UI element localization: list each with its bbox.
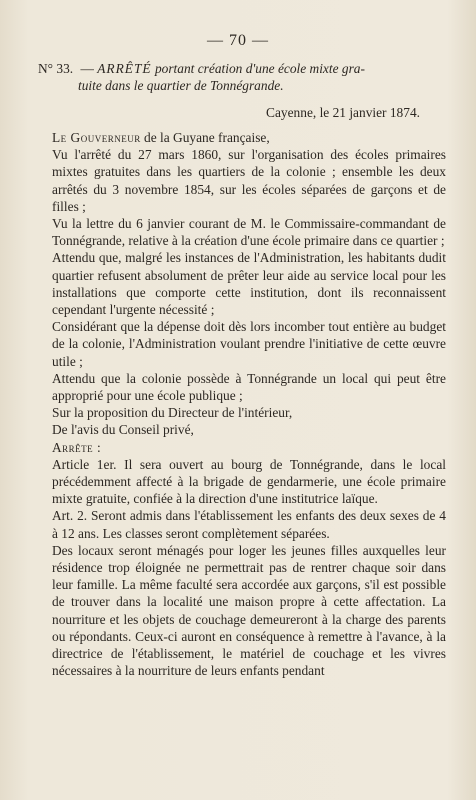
considerant-3: Attendu que, malgré les instances de l'Administration, les habitants dudit quartier refusent absolument de prêter leur aide au service local pour les installations que comporte cette institution, dont ils reconnaissent cependant l'urgente nécessité ; [52,250,446,318]
heading-dash: — [80,61,94,76]
article-2-continued: Des locaux seront ménagés pour loger les jeunes filles auxquelles leur résidence trop éloignée ne permettrait pas de rentrer chaque soir dans leur famille. La même faculté sera accordée aux garçons, s'il est possible de trouver dans la localité une maison propre à cette affectation. La nourriture et les objets de couchage demeureront à la charge des parents ou répondants. Ceux-ci auront en conséquence à remettre à l'avance, à la directrice de l'établissement, le matériel de couchage et les vivres nécessaires à la nourriture de leurs enfants pendant [52,542,446,679]
decree-body [52,129,446,680]
considerant-2: Vu la lettre du 6 janvier courant de M. le Commissaire-commandant de Tonnégrande, relative à la création d'une école primaire dans ce quartier ; [52,216,446,249]
considerant-6: Sur la proposition du Directeur de l'intérieur, [52,405,293,421]
opening-rest: de la Guyane française, [140,130,270,145]
arrete-label: Arrête : [52,439,102,455]
article-1: Article 1er. Il sera ouvert au bourg de Tonnégrande, dans le local précédemment affecté à la brigade de gendarmerie, une école primaire mixte gratuite, confiée à la direction d'une institutrice laïque. [52,456,446,507]
decree-number: N° 33. [38,61,74,76]
opening-line [52,129,446,146]
considerant-1: Vu l'arrêté du 27 mars 1860, sur l'organisation des écoles primaires mixtes gratuites dans les quartiers de la colonie ; ensemble les deux arrêtés du 3 novembre 1854, sur les écoles séparées de garçons et de filles ; [52,147,446,214]
considerant-4: Considérant que la dépense doit dès lors incomber tout entière au budget de la colonie, l'Administration voulant prendre l'initiative de cette œuvre utile ; [52,319,446,369]
decree-type: ARRÊTÉ [97,61,152,76]
page-number: — 70 — [207,32,269,49]
considerant-5: Attendu que la colonie possède à Tonnégrande un local qui peut être approprié pour une école publique ; [52,370,446,404]
decree-date: Cayenne, le 21 janvier 1874. [266,105,420,120]
decree-title-line1: portant création d'une école mixte gra- [154,61,365,76]
opening-label: Le Gouverneur [52,130,141,145]
decree-title-line2: tuite dans le quartier de Tonnégrande. [78,78,284,93]
article-2: Art. 2. Seront admis dans l'établissement les enfants des deux sexes de 4 à 12 ans. Les classes seront complètement séparées. [52,508,446,541]
decree-heading [38,60,448,94]
considerant-7: De l'avis du Conseil privé, [52,422,194,438]
